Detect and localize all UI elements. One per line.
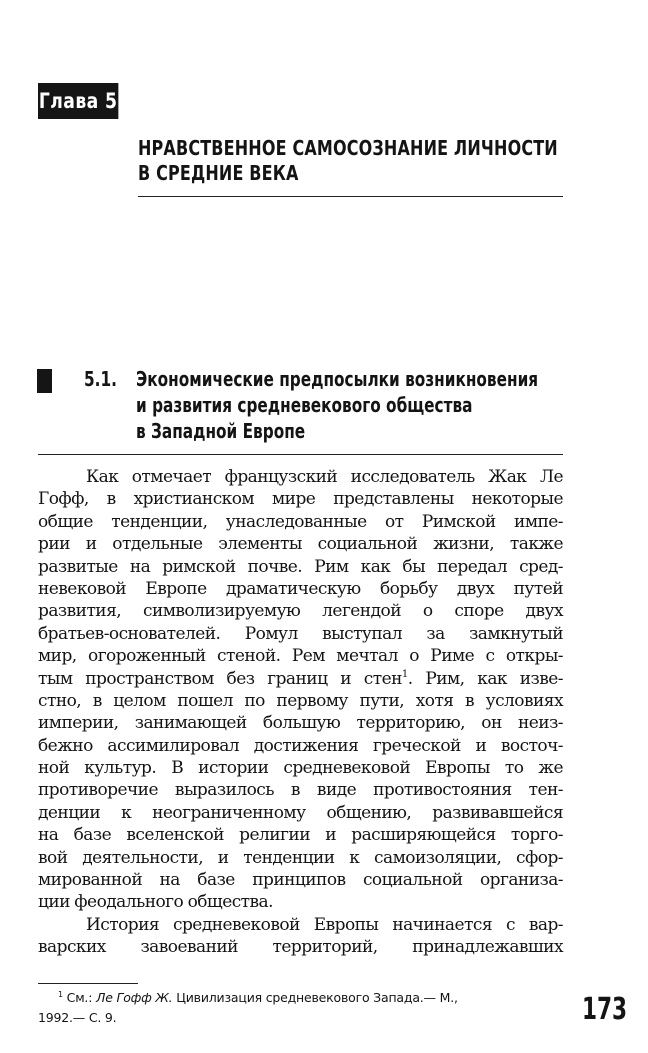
chapter-divider [138, 196, 563, 197]
text-line: рии и отдельные элементы социальной жизни, также [38, 534, 563, 555]
footnote-author: Ле Гофф Ж. [96, 990, 173, 1005]
footnote-divider [38, 983, 138, 984]
section-number: 5.1. [84, 367, 117, 391]
footnote-prefix: См.: [66, 990, 93, 1005]
text-segment: . Рим, как изве- [407, 668, 564, 689]
text-line: денции к неограниченному общению, развивавшейся [38, 802, 563, 823]
text-line: мированной на базе принципов социальной организа- [38, 870, 563, 891]
text-line: невековой Европе драматическую борьбу двух путей [38, 578, 563, 599]
footnote [38, 988, 563, 1028]
text-line: вой деятельности, и тенденции к самоизоляции, сфор- [38, 847, 563, 868]
section-title-line: и развития средневекового общества [136, 393, 473, 417]
footnote-line: 1992.— С. 9. [38, 1010, 117, 1025]
text-line: мир, огороженный стеной. Рем мечтал о Риме с откры- [38, 646, 563, 667]
text-line: ции феодального общества. [38, 892, 273, 913]
text-line: Гофф, в христианском мире представлены некоторые [38, 489, 563, 510]
footnote-source: Цивилизация средневекового Запада.— М., [176, 990, 458, 1005]
page-number: 173 [582, 992, 628, 1027]
text-line: развития, символизируемую легендой о споре двух [38, 601, 563, 622]
text-line [38, 668, 563, 690]
chapter-title-line: В СРЕДНИЕ ВЕКА [138, 161, 299, 185]
section-title-line: в Западной Европе [136, 419, 306, 443]
section-heading [84, 366, 539, 444]
section-divider [38, 454, 563, 455]
section-heading-line [84, 366, 539, 392]
text-line: Как отмечает французский исследователь Жак Ле [86, 467, 563, 487]
body-text [38, 466, 563, 959]
text-line: противоречие выразилось в виде противостояния тен- [38, 780, 563, 801]
footnote-line [38, 988, 563, 1008]
footnote-reference[interactable]: 1 [401, 668, 408, 680]
text-line: История средневековой Европы начинается с вар- [86, 914, 563, 935]
text-line: на базе вселенской религии и расширяющейся торго- [38, 825, 563, 846]
text-line: империи, занимающей большую территорию, он неиз- [38, 713, 563, 734]
chapter-badge: Глава 5 [38, 83, 118, 119]
text-line: братьев-основателей. Ромул выступал за замкнутый [38, 623, 563, 644]
section-marker [37, 369, 52, 393]
text-line: общие тенденции, унаследованные от Римской импе- [38, 511, 563, 532]
chapter-title-line: НРАВСТВЕННОЕ САМОСОЗНАНИЕ ЛИЧНОСТИ [138, 136, 558, 160]
text-line: бежно ассимилировал достижения греческой и восточ- [38, 735, 563, 756]
text-line: варских завоеваний территорий, принадлежавших [38, 937, 563, 958]
section-title-line: Экономические предпосылки возникновения [136, 367, 539, 391]
text-segment: тым пространством без границ и стен [38, 668, 402, 689]
text-line: ной культур. В истории средневековой Европы то же [38, 758, 563, 779]
chapter-title [138, 136, 558, 186]
text-line: развитые на римской почве. Рим как бы передал сред- [38, 556, 563, 577]
text-line: стно, в целом пошел по первому пути, хотя в условиях [38, 690, 563, 711]
footnote-marker: 1 [58, 990, 63, 999]
